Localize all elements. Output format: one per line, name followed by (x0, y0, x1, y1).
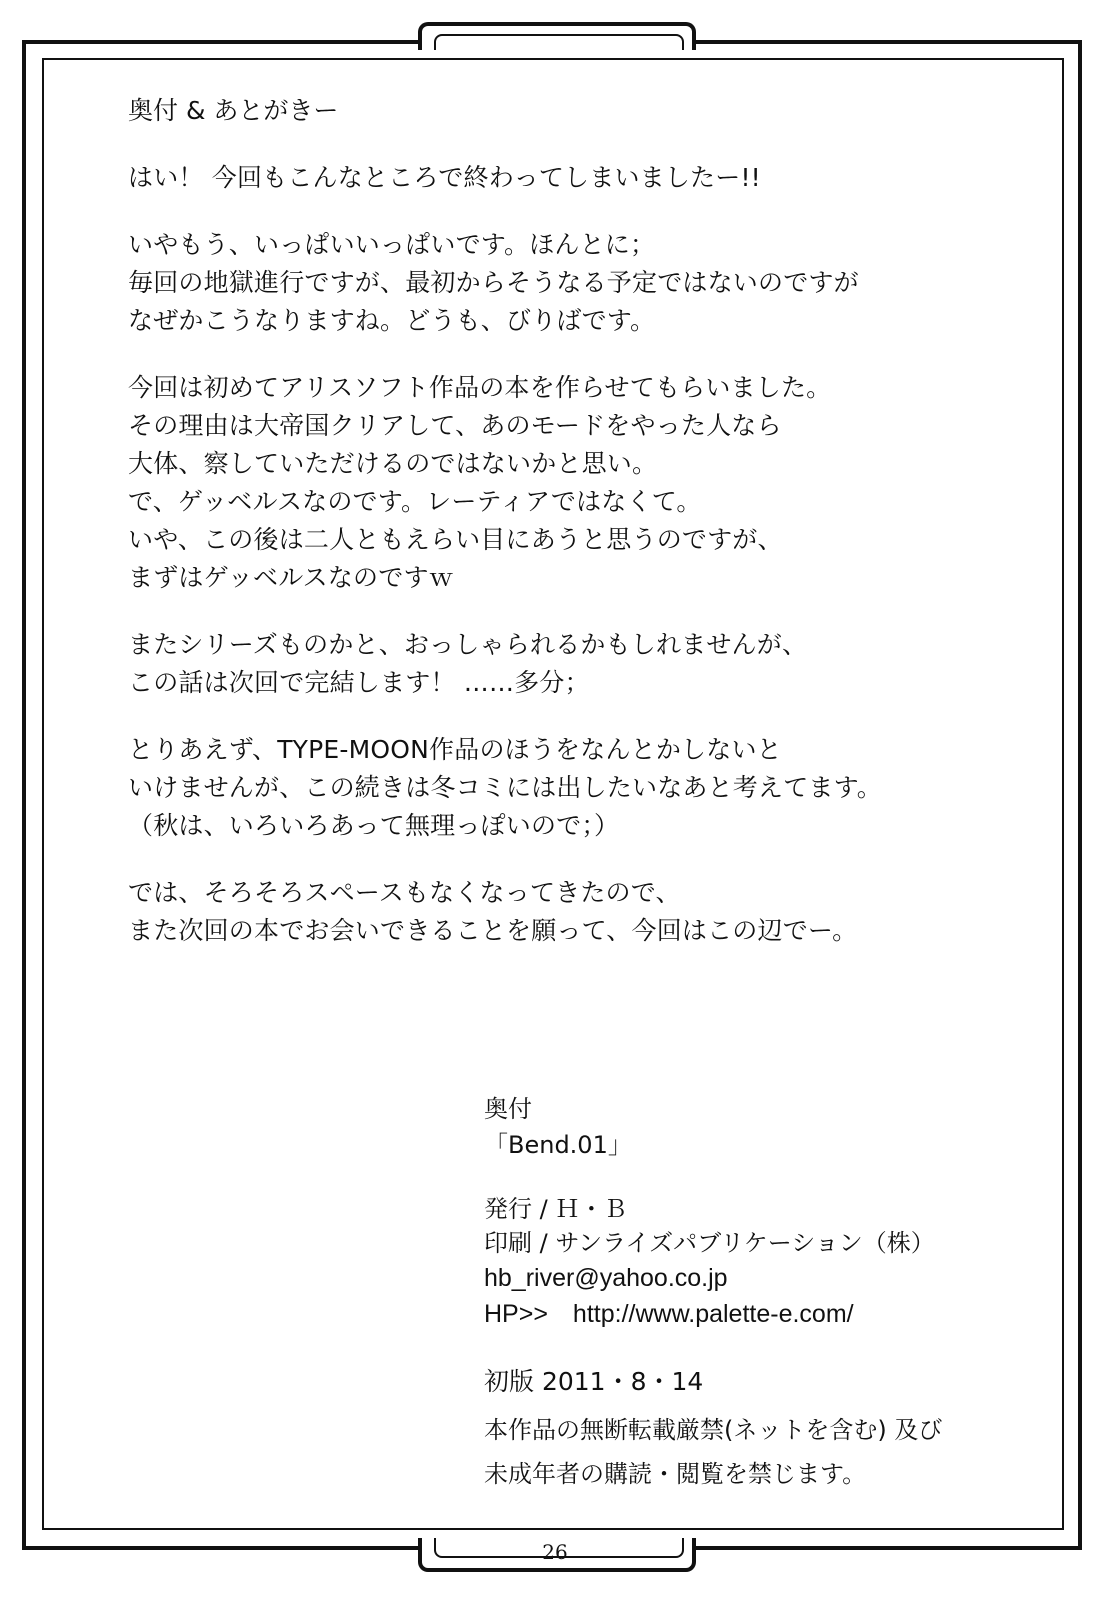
paragraph-line: その理由は大帝国クリアして、あのモードをやった人なら (128, 411, 782, 440)
homepage-line: HP>> http://www.palette-e.com/ (484, 1300, 854, 1328)
publisher-line: 発行 / Ｈ・Ｂ (484, 1195, 628, 1223)
paragraph-line: 大体、察していただけるのではないかと思い。 (128, 449, 658, 478)
paragraph-line: 今回は初めてアリスソフト作品の本を作らせてもらいました。 (128, 373, 832, 402)
first-edition-date: 初版 2011・8・14 (484, 1367, 704, 1396)
paragraph-line: （秋は、いろいろあって無理っぽいので；） (128, 811, 620, 840)
copyright-notice-line-2: 未成年者の購読・閲覧を禁じます。 (484, 1460, 867, 1488)
paragraph-line: で、ゲッベルスなのです。レーティアではなくて。 (128, 487, 702, 516)
afterword-heading: 奥付 & あとがきー (128, 96, 339, 125)
top-border-tab (418, 22, 696, 50)
paragraph-line: いけませんが、この続きは冬コミには出したいなあと考えてます。 (128, 773, 883, 802)
book-title: 「Bend.01」 (484, 1131, 632, 1159)
afterword-paragraph-4 (128, 626, 1008, 702)
paragraph-line: では、そろそろスペースもなくなってきたので、 (128, 878, 681, 907)
paragraph-line: この話は次回で完結します！ ……多分； (128, 668, 590, 697)
page-number: 26 (542, 1540, 568, 1564)
paragraph-line: またシリーズものかと、おっしゃられるかもしれませんが、 (128, 630, 808, 659)
paragraph-line: とりあえず、TYPE-MOON作品のほうをなんとかしないと (128, 735, 782, 764)
afterword-paragraph-1 (128, 159, 1008, 197)
paragraph-line: まずはゲッベルスなのですｗ (128, 563, 454, 592)
afterword-paragraph-3 (128, 369, 1008, 597)
paragraph-line: いやもう、いっぱいいっぱいです。ほんとに； (128, 230, 656, 259)
printer-line: 印刷 / サンライズパブリケーション（株） (484, 1229, 935, 1257)
afterword-paragraph-2 (128, 226, 1008, 340)
colophon-section (484, 1092, 1044, 1490)
afterword-paragraph-5 (128, 731, 1008, 845)
colophon-label: 奥付 (484, 1095, 532, 1123)
paragraph-line: なぜかこうなりますね。どうも、びりばです。 (128, 306, 656, 335)
contact-email: hb_river@yahoo.co.jp (484, 1264, 728, 1292)
afterword-paragraph-6 (128, 874, 1008, 950)
paragraph-line: はい！ 今回もこんなところで終わってしまいましたー!! (128, 163, 761, 192)
copyright-notice-line-1: 本作品の無断転載厳禁(ネットを含む) 及び (484, 1416, 943, 1444)
paragraph-line: また次回の本でお会いできることを願って、今回はこの辺でー。 (128, 916, 858, 945)
afterword-section (128, 94, 1008, 979)
paragraph-line: 毎回の地獄進行ですが、最初からそうなる予定ではないのですが (128, 268, 859, 297)
paragraph-line: いや、この後は二人ともえらい目にあうと思うのですが、 (128, 525, 783, 554)
